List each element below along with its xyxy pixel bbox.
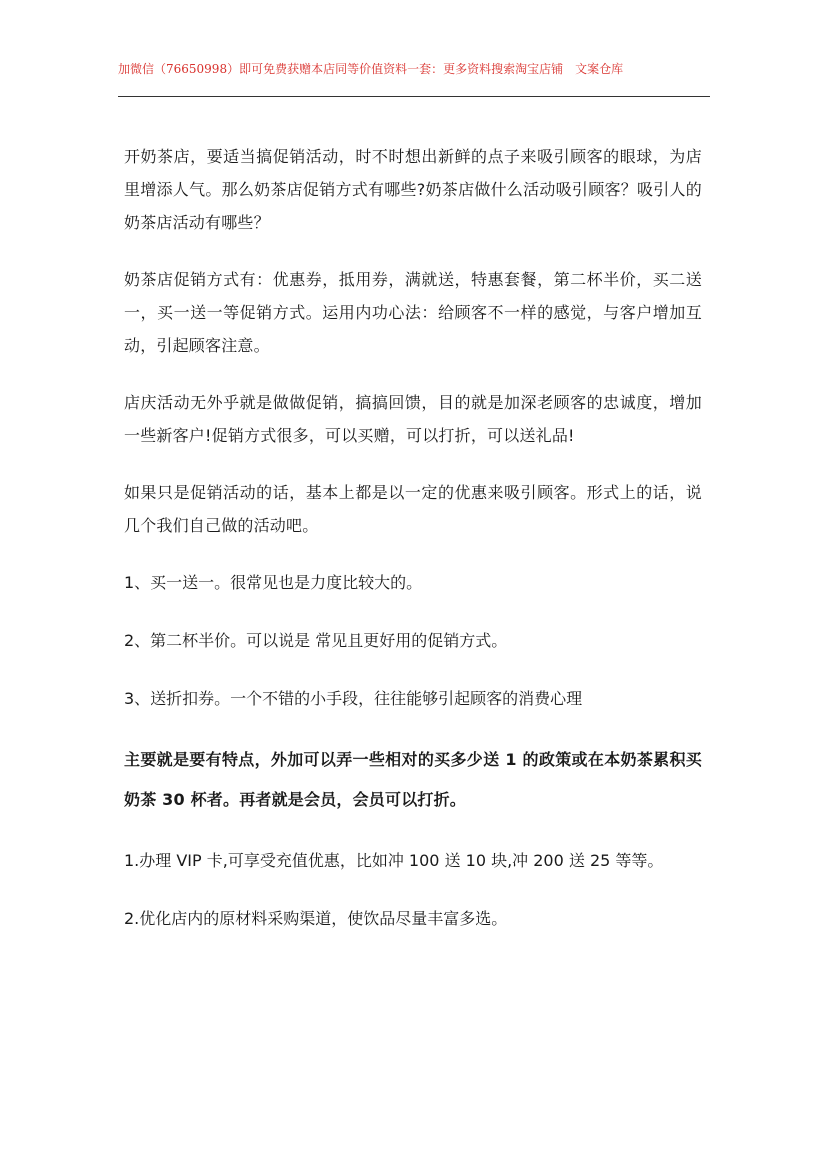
paragraph-intro: 开奶茶店，要适当搞促销活动，时不时想出新鲜的点子来吸引顾客的眼球，为店里增添人气。那么奶茶店促销方式有哪些?奶茶店做什么活动吸引顾客？吸引人的奶茶店活动有哪些？ bbox=[124, 147, 702, 232]
page-header: 加微信（76650998）即可免费获赠本店同等价值资料一套：更多资料搜索淘宝店铺 文案仓库 bbox=[118, 62, 624, 76]
paragraph-promotion-methods: 奶茶店促销方式有：优惠券，抵用券，满就送，特惠套餐，第二杯半价，买二送一，买一送一等促销方式。运用内功心法：给顾客不一样的感觉，与客户增加互动，引起顾客注意。 bbox=[124, 270, 702, 355]
header-divider bbox=[118, 96, 710, 97]
list-item: 2、第二杯半价。可以说是 常见且更好用的促销方式。 bbox=[124, 631, 508, 650]
paragraph-emphasis: 主要就是要有特点，外加可以弄一些相对的买多少送 1 的政策或在本奶茶累积买奶茶 30 杯者。再者就是会员，会员可以打折。 bbox=[124, 750, 702, 809]
tip-item: 1.办理 VIP 卡,可享受充值优惠，比如冲 100 送 10 块,冲 200 送 25 等等。 bbox=[124, 851, 664, 870]
tip-item: 2.优化店内的原材料采购渠道，使饮品尽量丰富多选。 bbox=[124, 909, 508, 928]
list-item: 1、买一送一。很常见也是力度比较大的。 bbox=[124, 573, 423, 592]
document-body bbox=[124, 140, 702, 960]
list-item: 3、送折扣券。一个不错的小手段，往往能够引起顾客的消费心理 bbox=[124, 689, 583, 708]
paragraph-activities: 如果只是促销活动的话，基本上都是以一定的优惠来吸引顾客。形式上的话，说几个我们自己做的活动吧。 bbox=[124, 483, 702, 535]
paragraph-anniversary: 店庆活动无外乎就是做做促销，搞搞回馈，目的就是加深老顾客的忠诚度，增加一些新客户!促销方式很多，可以买赠，可以打折，可以送礼品! bbox=[124, 393, 702, 445]
